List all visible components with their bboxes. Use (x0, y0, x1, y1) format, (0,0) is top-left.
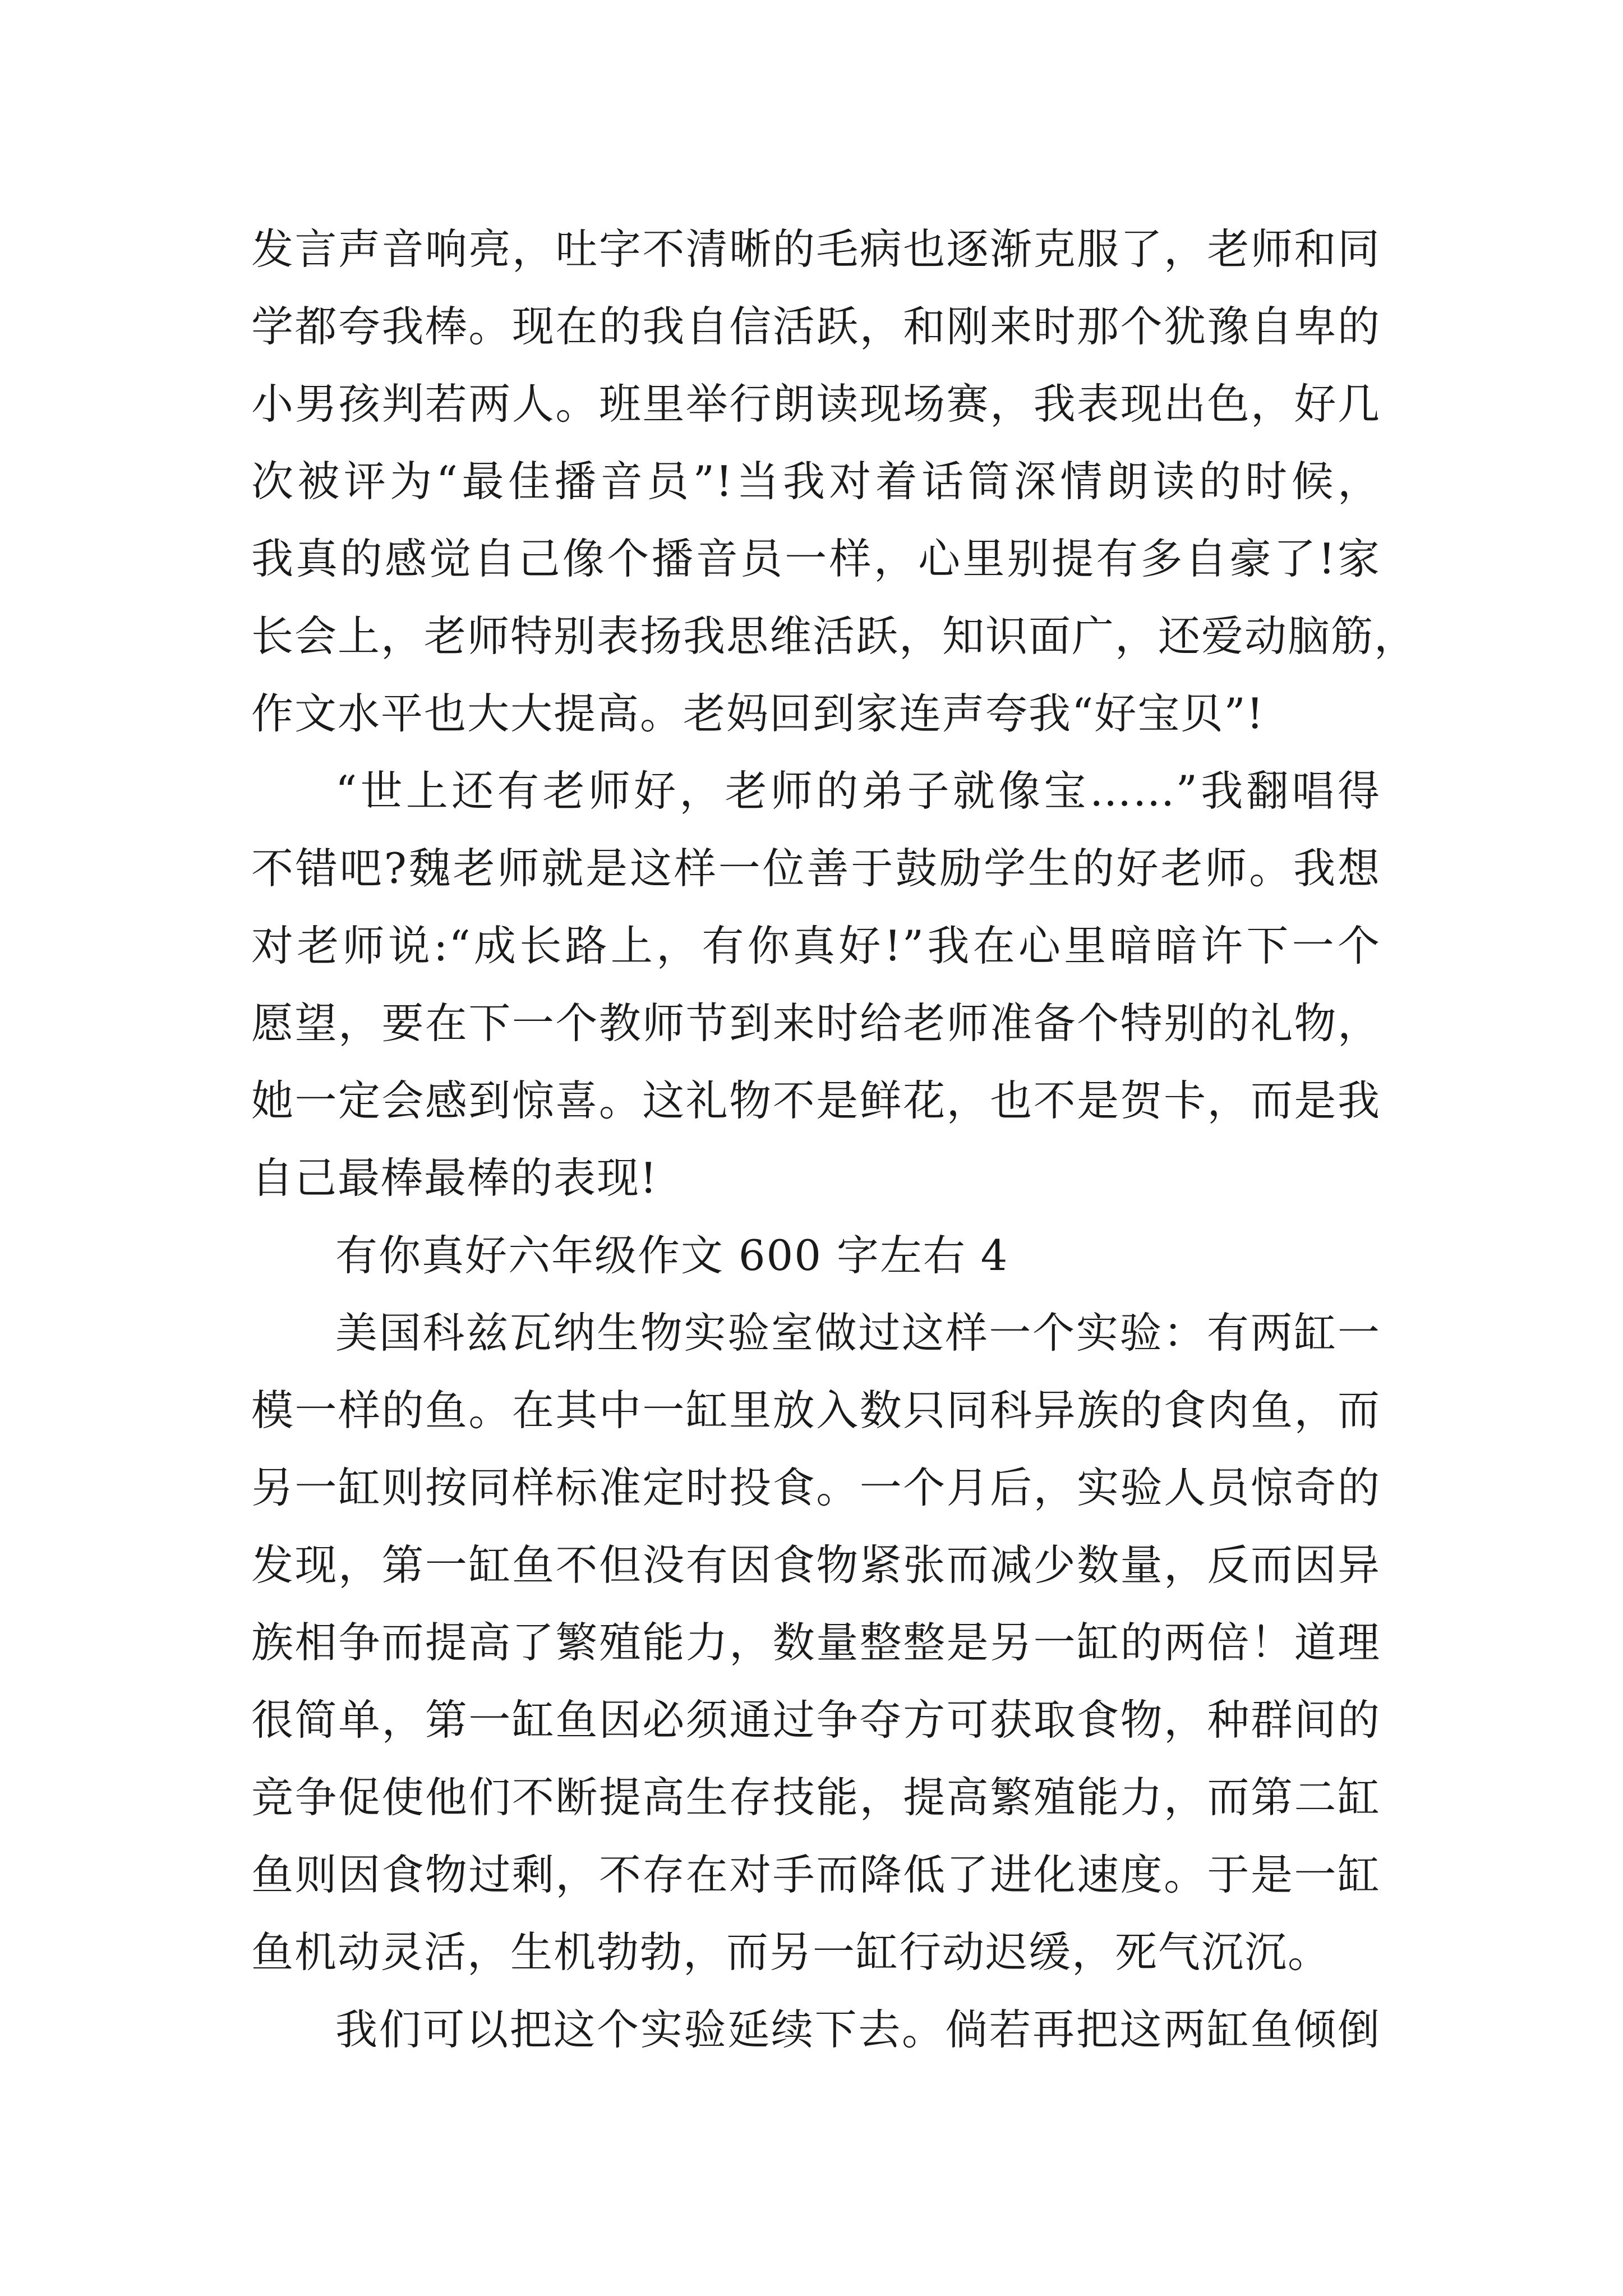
paragraph (251, 210, 1418, 752)
paragraph (251, 752, 1381, 1217)
text-line: 模一样的鱼。在其中一缸里放入数只同科异族的食肉鱼，而 (251, 1386, 1381, 1435)
text-line: 发现，第一缸鱼不但没有因食物紧张而减少数量，反而因异 (251, 1540, 1381, 1590)
paragraph (251, 1294, 1381, 1991)
text-line: 不错吧?魏老师就是这样一位善于鼓励学生的好老师。我想 (251, 844, 1381, 893)
text-line: 很简单，第一缸鱼因必须通过争夺方可获取食物，种群间的 (251, 1695, 1381, 1745)
text-line: 对老师说:“成长路上，有你真好!”我在心里暗暗许下一个 (251, 921, 1381, 970)
section-heading (251, 1217, 1381, 1294)
text-line: 学都夸我棒。现在的我自信活跃，和刚来时那个犹豫自卑的 (251, 302, 1381, 351)
text-line: 族相争而提高了繁殖能力，数量整整是另一缸的两倍！道理 (251, 1618, 1381, 1667)
heading-text: 有你真好六年级作文 600 字左右 4 (335, 1231, 1009, 1280)
text-line: 长会上，老师特别表扬我思维活跃，知识面广，还爱动脑筋， (251, 611, 1418, 661)
text-line: 发言声音响亮，吐字不清晰的毛病也逐渐克服了，老师和同 (251, 224, 1381, 274)
text-line: 愿望，要在下一个教师节到来时给老师准备个特别的礼物， (251, 999, 1381, 1048)
text-line: 另一缸则按同样标准定时投食。一个月后，实验人员惊奇的 (251, 1463, 1381, 1512)
text-line: 鱼则因食物过剩，不存在对手而降低了进化速度。于是一缸 (251, 1850, 1381, 1899)
text-line: 自己最棒最棒的表现! (251, 1153, 658, 1203)
text-line: 我真的感觉自己像个播音员一样，心里别提有多自豪了!家 (251, 534, 1381, 583)
text-line: 我们可以把这个实验延续下去。倘若再把这两缸鱼倾倒 (335, 2005, 1381, 2054)
text-line: 作文水平也大大提高。老妈回到家连声夸我“好宝贝”! (251, 689, 1265, 738)
text-line: 鱼机动灵活，生机勃勃，而另一缸行动迟缓，死气沉沉。 (251, 1927, 1331, 1977)
text-line: 美国科兹瓦纳生物实验室做过这样一个实验：有两缸一 (335, 1308, 1381, 1358)
text-line: 竞争促使他们不断提高生存技能，提高繁殖能力，而第二缸 (251, 1773, 1381, 1822)
text-line: “世上还有老师好，老师的弟子就像宝……”我翻唱得 (335, 766, 1381, 816)
document-body (251, 210, 1418, 2068)
text-line: 她一定会感到惊喜。这礼物不是鲜花，也不是贺卡，而是我 (251, 1076, 1381, 1125)
text-line: 次被评为“最佳播音员”!当我对着话筒深情朗读的时候， (251, 457, 1381, 506)
paragraph (251, 1991, 1381, 2068)
text-line: 小男孩判若两人。班里举行朗读现场赛，我表现出色，好几 (251, 379, 1381, 429)
